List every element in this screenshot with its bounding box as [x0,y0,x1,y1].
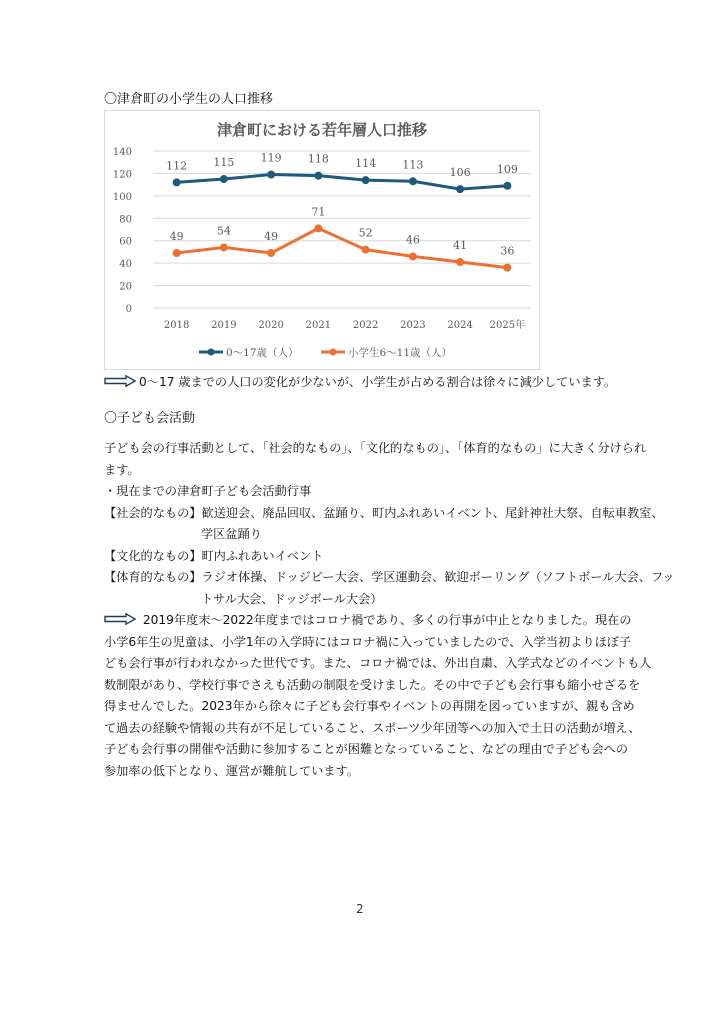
right-arrow-icon [104,613,136,625]
population-note [104,372,616,394]
body-text: 2019年度末～2022年度まではコロナ禍であり、多くの行事が中止となりました。現在の [139,613,632,627]
body-line [104,610,675,632]
legend-marker-icon [330,349,337,356]
intro-paragraph [104,438,675,782]
data-point [362,176,370,184]
legend-label: 0～17歳（人） [226,347,299,359]
category-label: 【体育的なもの】 [104,570,202,584]
data-point [314,224,322,232]
data-point [267,171,275,179]
x-tick-label: 2020 [258,320,284,331]
data-point [314,172,322,180]
y-tick-label: 120 [112,169,132,181]
y-tick-label: 140 [112,147,132,158]
x-tick-label: 2021 [305,320,332,331]
data-point [409,177,417,185]
chart-title: 津倉町における若年層人口推移 [216,121,428,139]
data-point [220,243,228,251]
y-tick-label: 80 [119,214,132,226]
data-label: 118 [307,152,329,166]
data-label: 49 [169,230,184,244]
category-items: 町内ふれあいイベント [201,548,324,563]
body-line: 参加率の低下となり、運営が難航しています。 [104,763,359,778]
data-label: 115 [213,156,235,170]
chart-container [104,110,540,370]
data-label: 52 [358,226,373,240]
intro-line: 子ども会の行事活動として、「社会的なもの」、「文化的なもの」、「体育的なもの」に大きく分けられ [104,441,647,455]
y-tick-label: 20 [119,281,132,293]
category-label: 【社会的なもの】 [104,505,202,520]
y-tick-label: 0 [125,304,132,315]
data-label: 106 [449,166,471,180]
category-items-cont: 学区盆踊り [201,527,262,541]
data-point [503,182,511,190]
data-label: 112 [166,159,188,173]
list-item-sports [104,567,675,589]
data-label: 54 [216,224,231,238]
right-arrow-icon [104,375,136,387]
data-label: 113 [402,158,424,172]
category-items: ラジオ体操、ドッジビー大会、学区運動会、歓迎ボーリング（ソフトボール大会、フッ [201,570,675,584]
y-tick-label: 100 [112,191,132,203]
population-note-text: 0～17 歳までの人口の変化が少ないが、小学生が占める割合は徐々に減少しています。 [139,375,617,389]
intro-line: ます。 [104,462,140,477]
data-label: 114 [355,157,377,171]
x-tick-label: 2023 [400,320,426,331]
category-items-cont: トサル大会、ドッジボール大会） [201,591,383,606]
section-heading-activities: 〇子ども会活動 [104,411,196,426]
y-tick-label: 40 [119,259,132,271]
line-chart [105,111,539,369]
data-point [173,249,181,257]
list-item-cultural [104,546,675,568]
section-heading-population: 〇津倉町の小学生の人口推移 [104,92,274,107]
data-label: 109 [496,162,518,176]
data-label: 71 [311,205,326,219]
data-point [362,246,370,254]
category-label: 【文化的なもの】 [104,548,202,563]
body-line: 得ませんでした。2023年から徐々に子ども会行事やイベントの再開を図っていますが、親も含め [104,699,635,713]
data-point [503,264,511,272]
data-label: 36 [500,244,515,258]
legend-marker-icon [208,349,215,356]
data-point [220,175,228,183]
body-line: 小学6年生の児童は、小学1年の入学時にはコロナ禍に入っていましたので、入学当初よりほぼ子 [104,634,632,649]
x-tick-label: 2022 [352,320,379,331]
x-tick-label: 2024 [447,320,473,331]
data-point [267,249,275,257]
data-label: 49 [264,230,279,244]
data-label: 41 [453,239,468,253]
body-line: 数制限があり、学校行事でさえも活動の制限を受けました。その中で子ども会行事も縮小せざるを [104,677,641,692]
list-item-social [104,503,675,525]
body-line: ども会行事が行われなかった世代です。また、コロナ禍では、外出自粛、入学式などのイベントも人 [104,656,652,670]
page-number: 2 [356,902,364,916]
data-label: 119 [260,151,282,165]
data-point [456,258,464,266]
data-point [456,185,464,193]
data-point [173,178,181,186]
legend-item [321,346,452,359]
legend-item [199,346,299,359]
body-line: て過去の経験や情報の共有が不足していること、スポーツ少年団等への加入で土日の活動が増え、 [104,720,641,735]
category-items: 歓送迎会、廃品回収、盆踊り、町内ふれあいイベント、尾針神社大祭、自転車教室、 [201,505,664,520]
list-title: ・現在までの津倉町子ども会活動行事 [104,484,312,498]
body-line: 子ども会行事の開催や活動に参加することが困難となっていること、などの理由で子ども会への [104,742,629,756]
data-point [409,252,417,260]
y-tick-label: 60 [119,236,132,248]
x-tick-label: 2019 [211,320,237,331]
data-label: 46 [405,233,420,247]
x-tick-label: 2025年 [489,320,526,331]
x-tick-label: 2018 [163,320,190,331]
legend-label: 小学生6～11歳（人） [348,347,453,359]
